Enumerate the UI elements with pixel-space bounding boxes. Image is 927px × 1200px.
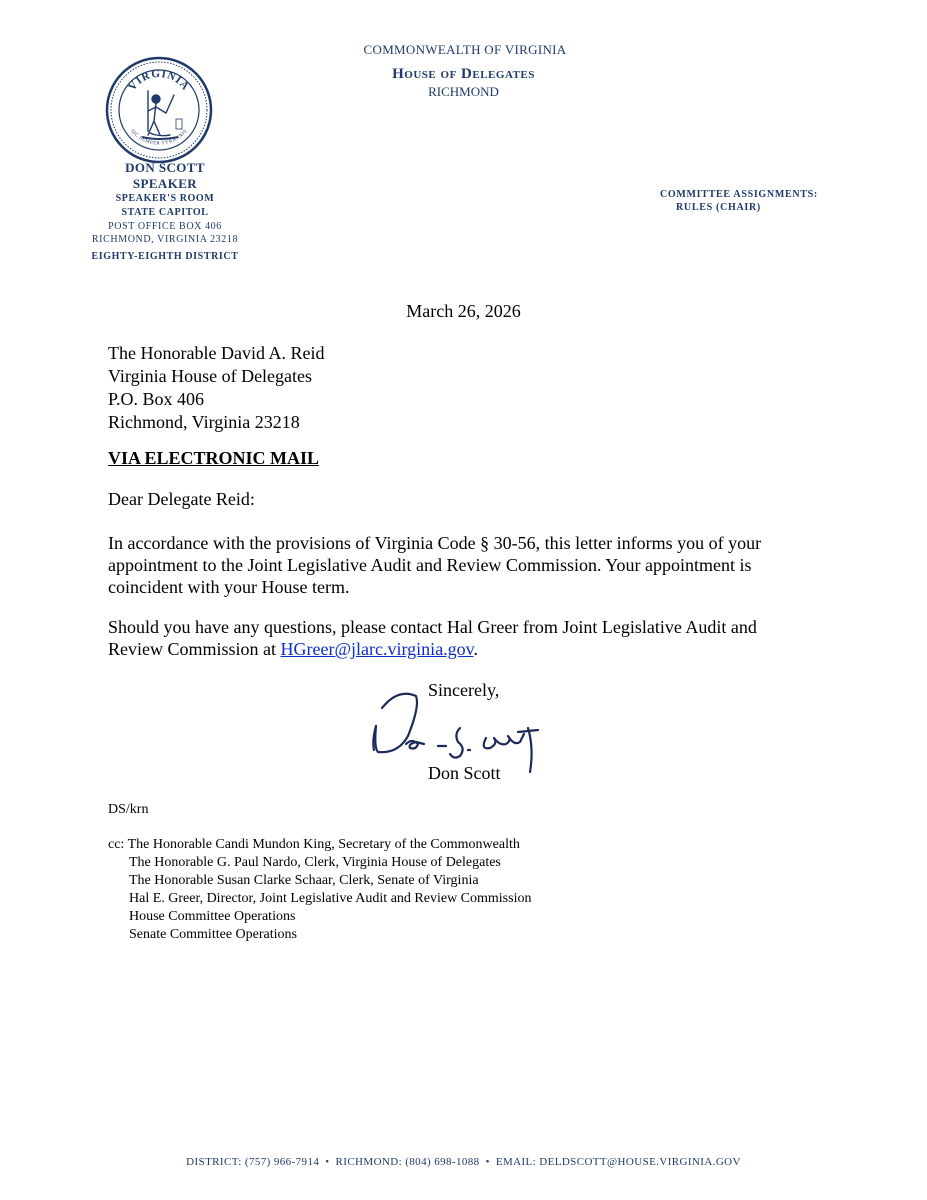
cc-list — [108, 836, 531, 944]
speaker-title: SPEAKER — [132, 176, 198, 191]
speaker-district: EIGHTY-EIGHTH DISTRICT — [91, 251, 239, 262]
recipient-name: The Honorable David A. Reid — [108, 343, 325, 363]
speaker-block — [60, 160, 270, 264]
letterhead-city: RICHMOND — [428, 84, 499, 99]
virginia-seal-icon — [104, 55, 214, 165]
office-city-state-zip: RICHMOND, VIRGINIA 23218 — [91, 234, 239, 245]
committee-heading: COMMITTEE ASSIGNMENTS: — [660, 189, 818, 200]
cc-line: House Committee Operations — [129, 909, 296, 924]
paragraph-2-end: . — [473, 639, 479, 659]
footer-separator: • — [485, 1156, 490, 1168]
body-paragraph-2 — [108, 616, 798, 660]
letterhead-house-of-delegates: House of Delegates — [392, 66, 535, 82]
speaker-name: DON SCOTT — [125, 160, 205, 175]
committee-assignments — [660, 188, 818, 214]
body-paragraph-1: In accordance with the provisions of Virginia Code § 30-56, this letter informs you of your appointment to the Joint Legislative Audit and Review Commission. Your appointment is coincident with your House term. — [108, 533, 762, 597]
recipient-po-box: P.O. Box 406 — [108, 389, 205, 409]
letterhead-commonwealth: COMMONWEALTH OF VIRGINIA — [363, 42, 567, 57]
office-po-box: POST OFFICE BOX 406 — [108, 221, 222, 232]
letterhead-footer — [0, 1156, 927, 1168]
footer-separator: • — [325, 1156, 330, 1168]
closing: Sincerely, — [428, 680, 500, 700]
footer-email: EMAIL: DELDSCOTT@HOUSE.VIRGINIA.GOV — [495, 1156, 741, 1168]
office-room: SPEAKER'S ROOM — [115, 193, 215, 204]
letter-date: March 26, 2026 — [406, 301, 521, 321]
footer-district-phone: DISTRICT: (757) 966-7914 — [186, 1156, 320, 1168]
cc-line: The Honorable G. Paul Nardo, Clerk, Virginia House of Delegates — [129, 855, 501, 870]
paragraph-2-text: Should you have any questions, please contact Hal Greer from Joint Legislative Audit and Review Commission at — [108, 617, 757, 659]
signer-name: Don Scott — [428, 763, 501, 783]
salutation: Dear Delegate Reid: — [108, 489, 255, 509]
recipient-city-state-zip: Richmond, Virginia 23218 — [108, 412, 300, 432]
svg-text:VIRGINIA: VIRGINIA — [126, 67, 192, 94]
recipient-organization: Virginia House of Delegates — [108, 366, 313, 386]
svg-text:SIC SEMPER TYRANNIS: SIC SEMPER TYRANNIS — [129, 128, 189, 147]
cc-line: cc: The Honorable Candi Mundon King, Secretary of the Commonwealth — [108, 837, 520, 852]
committee-item: RULES (CHAIR) — [676, 202, 761, 213]
cc-line: Senate Committee Operations — [129, 927, 297, 942]
recipient-address — [108, 342, 324, 434]
cc-line: Hal E. Greer, Director, Joint Legislative Audit and Review Commission — [129, 891, 532, 906]
delivery-method: VIA ELECTRONIC MAIL — [108, 448, 320, 468]
office-building: STATE CAPITOL — [121, 207, 209, 218]
reference-initials: DS/krn — [108, 802, 149, 817]
contact-email-link[interactable]: HGreer@jlarc.virginia.gov — [280, 639, 474, 659]
cc-line: The Honorable Susan Clarke Schaar, Clerk, Senate of Virginia — [129, 873, 479, 888]
footer-richmond-phone: RICHMOND: (804) 698-1088 — [335, 1156, 480, 1168]
